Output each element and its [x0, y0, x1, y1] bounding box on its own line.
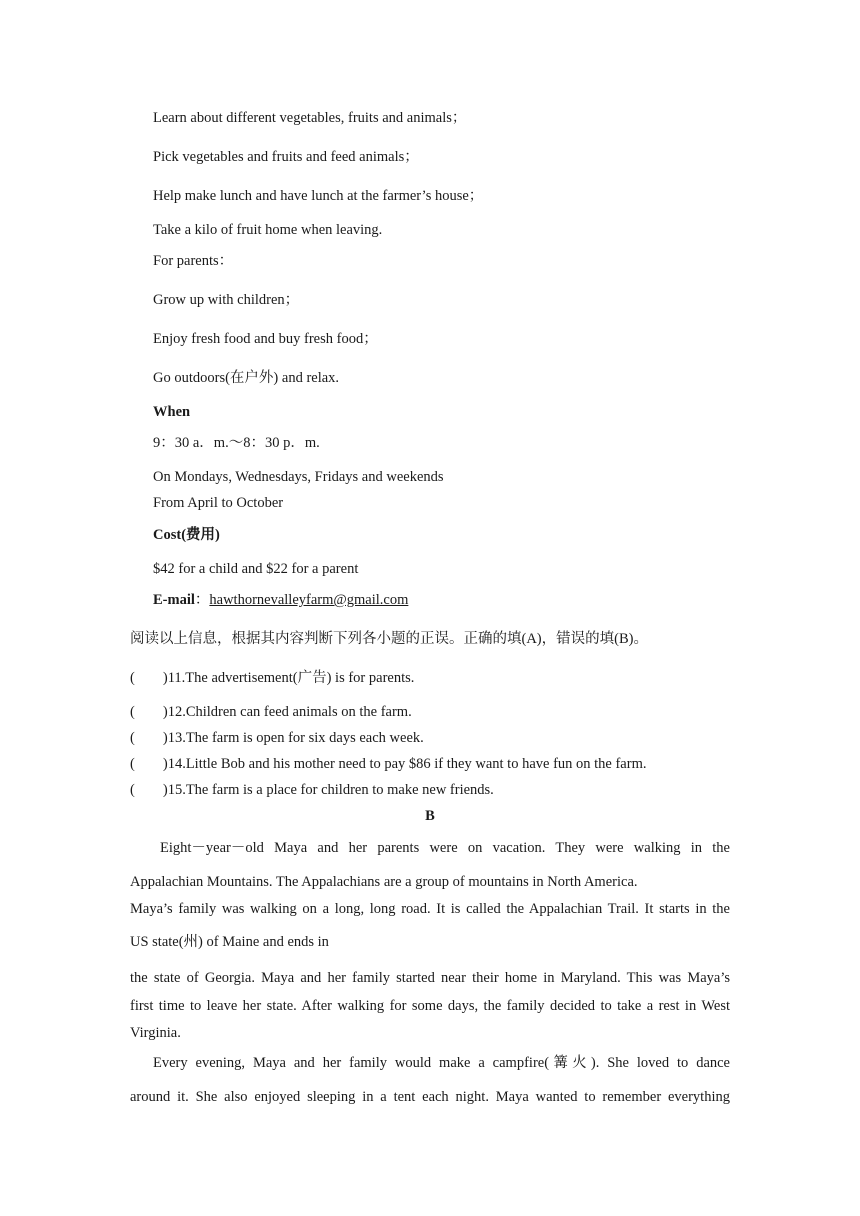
- email-link[interactable]: hawthornevalleyfarm@gmail.com: [209, 592, 409, 608]
- question-open-paren: (: [130, 670, 135, 686]
- question-13: [130, 729, 424, 747]
- question-text: 12.Children can feed animals on the farm.: [167, 704, 412, 720]
- email-separator: ：: [194, 592, 210, 608]
- question-text: 13.The farm is open for six days each week.: [167, 730, 424, 746]
- passage-line-7: Virginia.: [130, 1025, 181, 1041]
- kids-activity-3: Help make lunch and have lunch at the farmer’s house；: [153, 188, 484, 204]
- when-days: On Mondays, Wednesdays, Fridays and weekends: [153, 469, 444, 485]
- question-open-paren: (: [130, 756, 135, 772]
- when-months: From April to October: [153, 495, 284, 511]
- cost-heading: Cost(费用): [153, 527, 220, 543]
- passage-line-6: first time to leave her state. After walking for some days, the family decided to take a rest in West: [130, 998, 730, 1014]
- question-open-paren: (: [130, 782, 135, 798]
- passage-line-8: Every evening, Maya and her family would make a campfire(篝火). She loved to dance: [153, 1055, 730, 1071]
- parents-activity-3: Go outdoors(在户外) and relax.: [153, 370, 340, 386]
- question-close-paren: ): [162, 704, 168, 720]
- when-hours: 9：30 a．m.～8：30 p．m.: [153, 435, 320, 451]
- question-close-paren: ): [162, 670, 168, 686]
- parents-activity-1: Grow up with children；: [153, 292, 300, 308]
- parents-activity-2: Enjoy fresh food and buy fresh food；: [153, 331, 378, 347]
- email-label: E-mail: [153, 592, 195, 608]
- kids-activity-1: Learn about different vegetables, fruits and animals；: [153, 110, 467, 126]
- question-12: [130, 703, 412, 721]
- question-14: [130, 755, 646, 773]
- question-close-paren: ): [162, 782, 168, 798]
- cost-line: $42 for a child and $22 for a parent: [153, 561, 359, 577]
- passage-line-2: Appalachian Mountains. The Appalachians are a group of mountains in North America.: [130, 874, 638, 890]
- question-15: [130, 781, 494, 799]
- passage-line-3: Maya’s family was walking on a long, long road. It is called the Appalachian Trail. It starts in the: [130, 901, 730, 917]
- instruction: 阅读以上信息，根据其内容判断下列各小题的正误。正确的填(A)，错误的填(B)。: [130, 631, 648, 647]
- passage-line-1: Eight－year－old Maya and her parents were on vacation. They were walking in the: [160, 840, 730, 856]
- question-close-paren: ): [162, 756, 168, 772]
- question-11: [130, 669, 414, 687]
- section-b-heading: B: [425, 808, 435, 824]
- question-text: 14.Little Bob and his mother need to pay $86 if they want to have fun on the farm.: [167, 756, 647, 772]
- when-heading: When: [153, 404, 191, 420]
- question-close-paren: ): [162, 730, 168, 746]
- question-text: 15.The farm is a place for children to make new friends.: [167, 782, 494, 798]
- kids-activity-4: Take a kilo of fruit home when leaving.: [153, 222, 383, 238]
- question-open-paren: (: [130, 704, 135, 720]
- passage-line-5: the state of Georgia. Maya and her family started near their home in Maryland. This was Maya’s: [130, 970, 730, 986]
- kids-activity-2: Pick vegetables and fruits and feed animals；: [153, 149, 419, 165]
- email-row: [153, 591, 408, 609]
- passage-line-9: around it. She also enjoyed sleeping in a tent each night. Maya wanted to remember everything: [130, 1089, 730, 1105]
- parents-heading: For parents：: [153, 253, 234, 269]
- question-text: 11.The advertisement(广告) is for parents.: [167, 670, 415, 686]
- question-open-paren: (: [130, 730, 135, 746]
- passage-line-4: US state(州) of Maine and ends in: [130, 934, 329, 950]
